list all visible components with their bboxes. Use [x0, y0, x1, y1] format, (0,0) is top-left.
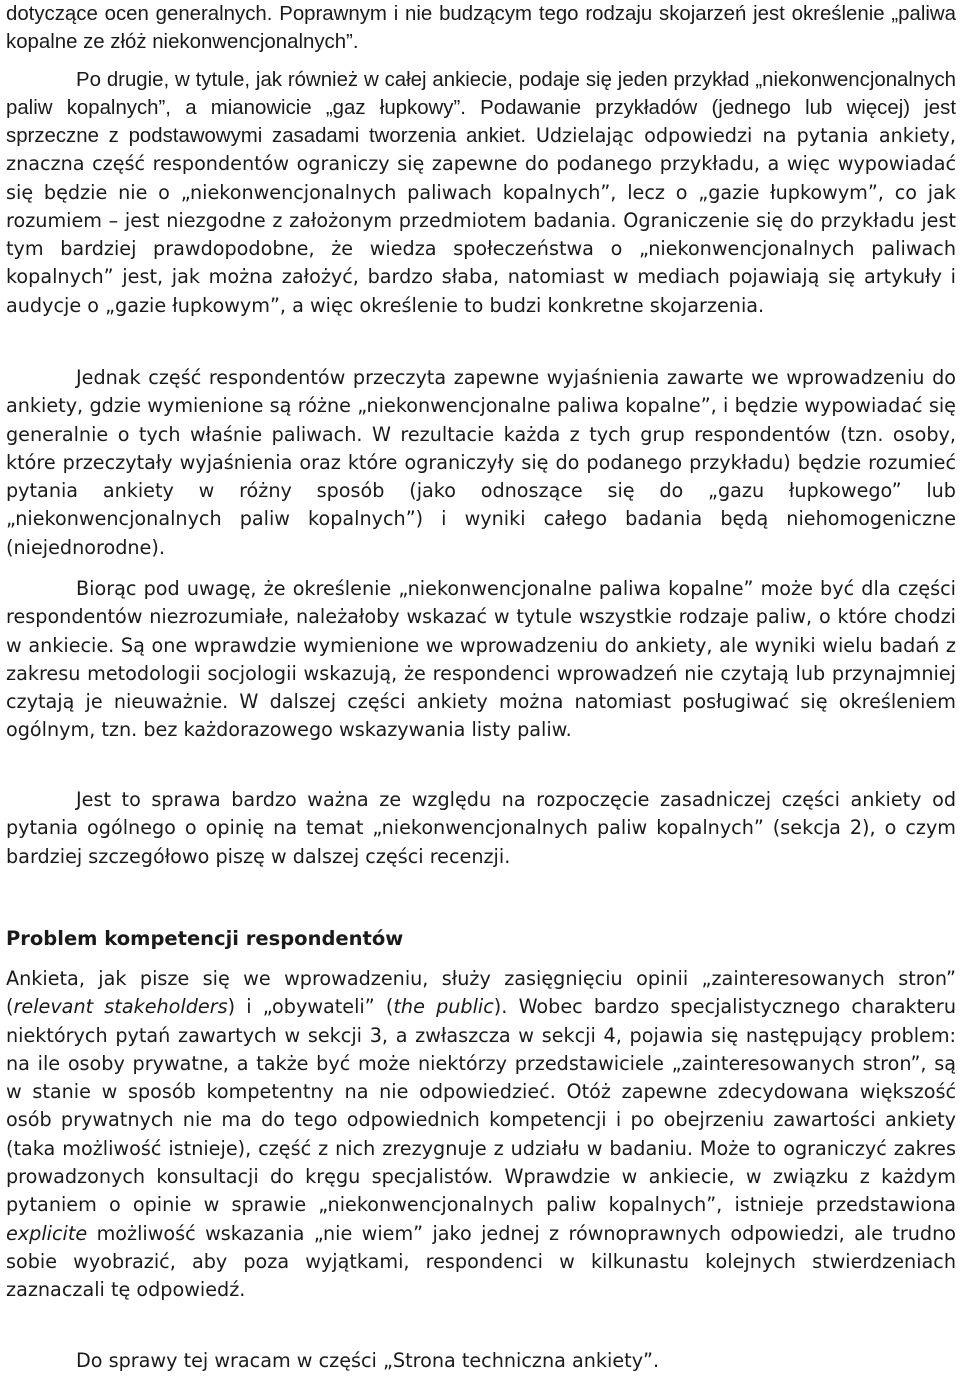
paragraph-second-part-a: Po drugie, w tytule, jak również w całej ankiecie, podaje się jeden przykład „niekonwencjonalnych paliw kopalnych”, a mianowicie „gaz łupkowy”. Podawanie przykładów (jednego lub więcej) jest sprzeczne z podstawowymi zasadami tworzenia ankiet.	[6, 69, 956, 147]
paragraph-third: Jednak część respondentów przeczyta zapewne wyjaśnienia zawarte we wprowadzeniu do ankiety, gdzie wymienione są różne „niekonwencjonalne paliwa kopalne”, i będzie wypowiadać się generalnie o tych właśnie paliwach. W rezultacie każda z tych grup respondentów (tzn. osoby, które przeczytały wyjaśnienia oraz które ograniczyły się do podanego przykładu) będzie rozumieć pytania ankiety w różny sposób (jako odnoszące się do „gazu łupkowego” lub „niekonwencjonalnych paliw kopalnych”) i wyniki całego badania będą niehomogeniczne (niejednorodne).	[6, 366, 956, 559]
paragraph-intro: dotyczące ocen generalnych. Poprawnym i nie budzącym tego rodzaju skojarzeń jest określenie „paliwa kopalne ze złóż niekonwencjonalnych”.	[6, 3, 956, 53]
term-the-public: the public	[393, 995, 494, 1019]
paragraph-sixth-part-2: ) i „obywateli” (	[227, 995, 394, 1019]
section-heading: Problem kompetencji respondentów	[6, 927, 404, 950]
paragraph-sixth-part-4: możliwość wskazania „nie wiem” jako jednej z równoprawnych odpowiedzi, ale trudno sobie wyobrazić, aby poza wyjątkami, respondenci w kilkunastu kolejnych stwierdzeniach zaznaczali tę odpowiedź.	[6, 1221, 956, 1302]
term-relevant-stakeholders: relevant stakeholders	[13, 995, 228, 1019]
paragraph-fourth: Biorąc pod uwagę, że określenie „niekonwencjonalne paliwa kopalne” może być dla części respondentów niezrozumiałe, należałoby wskazać w tytule wszystkie rodzaje paliw, o które chodzi w ankiecie. Są one wprawdzie wymienione we wprowadzeniu do ankiety, ale wyniki wielu badań z zakresu metodologii socjologii wskazują, że respondenci wprowadzeń nie czytają lub przynajmniej czytają je nieuważnie. W dalszej części ankiety można natomiast posługiwać się określeniem ogólnym, tzn. bez każdorazowego wskazywania listy paliw.	[6, 577, 956, 742]
paragraph-last: Do sprawy tej wracam w części „Strona techniczna ankiety”.	[76, 1349, 660, 1372]
paragraph-sixth	[6, 965, 956, 1305]
paragraph-sixth-part-1: Ankieta, jak pisze się we wprowadzeniu, służy zasięgnięciu opinii „zainteresowanych stron” (	[6, 967, 956, 1019]
term-explicite: explicite	[6, 1221, 88, 1245]
paragraph-second-part-b: Udzielając odpowiedzi na pytania ankiety, znaczna część respondentów ograniczy się zapewne do podanego przykładu, a więc wypowiadać się będzie nie o „niekonwencjonalnych paliwach kopalnych”, lecz o „gazie łupkowym”, co jak rozumiem – jest niezgodne z założonym przedmiotem badania. Ograniczenie się do przykładu jest tym bardziej prawdopodobne, że wiedza społeczeństwa o „niekonwencjonalnych paliwach kopalnych” jest, jak można założyć, bardzo słaba, natomiast w mediach pojawiają się artykuły i audycje o „gazie łupkowym”, a więc określenie to budzi konkretne skojarzenia.	[6, 124, 956, 317]
paragraph-fifth: Jest to sprawa bardzo ważna ze względu na rozpoczęcie zasadniczej części ankiety od pytania ogólnego o opinię na temat „niekonwencjonalnych paliw kopalnych” (sekcja 2), o czym bardziej szczegółowo piszę w dalszej części recenzji.	[6, 788, 956, 868]
paragraph-second	[6, 66, 956, 320]
paragraph-sixth-part-3: ). Wobec bardzo specjalistycznego charakteru niektórych pytań zawartych w sekcji 3, a zwłaszcza w sekcji 4, pojawia się następujący problem: na ile osoby prywatne, a także być może niektórzy przedstawiciele „zainteresowanych stron”, są w stanie w sposób kompetentny na nie odpowiedzieć. Otóż zapewne zdecydowana większość osób prywatnych nie ma do tego odpowiednich kompetencji i po obejrzeniu zawartości ankiety (taka możliwość istnieje), część z nich zrezygnuje z udziału w badaniu. Może to ograniczyć zakres prowadzonych konsultacji do kręgu specjalistów. Wprawdzie w ankiecie, w związku z każdym pytaniem o opinie w sprawie „niekonwencjonalnych paliw kopalnych”, istnieje przedstawiona	[6, 995, 956, 1217]
